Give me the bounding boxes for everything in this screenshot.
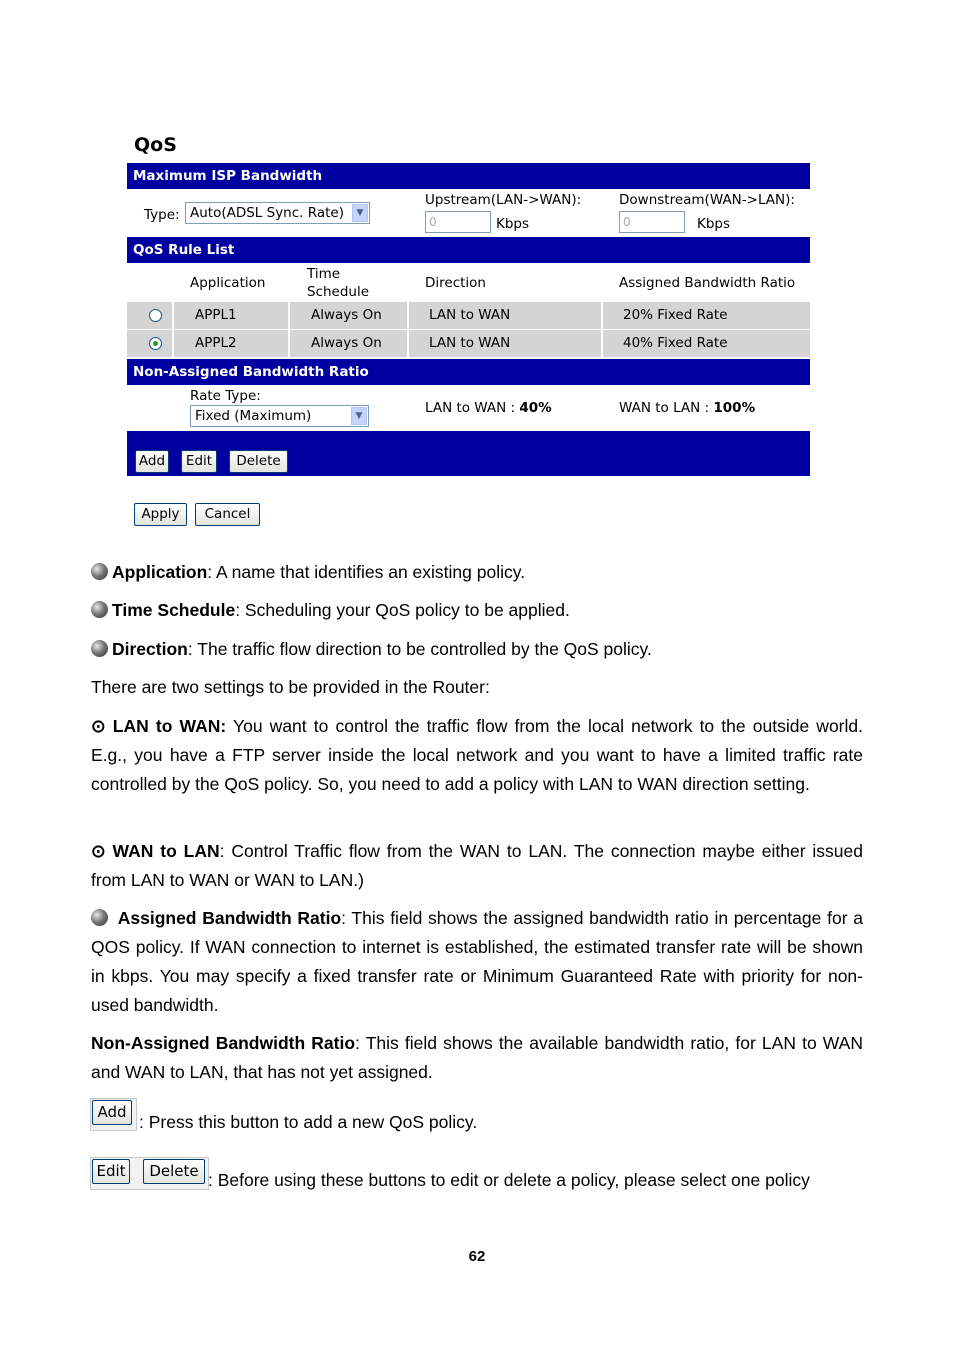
table-row[interactable] xyxy=(127,302,810,329)
wan-to-lan-description xyxy=(91,837,863,895)
downstream-label: Downstream(WAN->LAN): xyxy=(619,192,795,208)
col-time: Time xyxy=(307,266,341,282)
ball-bullet-icon xyxy=(91,601,108,618)
wan-to-lan-ratio-value: 100% xyxy=(713,400,756,416)
lan-to-wan-ratio-label: LAN to WAN : xyxy=(425,400,516,416)
two-settings-text: There are two settings to be provided in the Router: xyxy=(91,677,490,697)
type-select[interactable] xyxy=(185,202,370,224)
lan-to-wan-term: LAN to WAN: xyxy=(112,716,227,736)
application-term: Application xyxy=(112,562,208,582)
time-schedule-term: Time Schedule xyxy=(112,600,236,620)
delete-button[interactable]: Delete xyxy=(229,450,288,473)
application-text: : A name that identifies an existing policy. xyxy=(207,562,526,582)
col-assigned-ratio: Assigned Bandwidth Ratio xyxy=(619,275,796,291)
downstream-kbps-label: Kbps xyxy=(697,216,731,232)
target-bullet-icon: ⊙ xyxy=(91,841,113,861)
add-button-sample: Add xyxy=(92,1100,132,1125)
direction-description xyxy=(91,635,863,664)
non-assigned-ratio-description xyxy=(91,1029,863,1087)
rule-direction: LAN to WAN xyxy=(429,335,511,351)
rate-type-select[interactable] xyxy=(190,405,369,427)
wan-to-lan-ratio xyxy=(619,400,755,416)
lan-to-wan-ratio-value: 40% xyxy=(519,400,552,416)
assigned-ratio-description xyxy=(91,904,863,1020)
target-bullet-icon: ⊙ xyxy=(91,716,113,736)
col-direction: Direction xyxy=(425,275,486,291)
direction-term: Direction xyxy=(112,639,188,659)
type-label: Type: xyxy=(144,207,180,223)
col-schedule: Schedule xyxy=(307,284,370,300)
rule-application: APPL1 xyxy=(195,307,237,323)
type-select-value: Auto(ADSL Sync. Rate) xyxy=(190,205,344,221)
assigned-ratio-text: : This field shows the assigned bandwidth ratio in percentage for a QOS policy. If WAN connection to internet is established, the estimated transfer rate will be shown in kbps. You may specify a fixed transfer rate or Minimum Guaranteed Rate with priority for non-used bandwidth. xyxy=(91,908,863,1015)
lan-to-wan-description xyxy=(91,712,863,799)
wan-to-lan-ratio-label: WAN to LAN : xyxy=(619,400,710,416)
rule-schedule: Always On xyxy=(311,335,382,351)
page-number: 62 xyxy=(468,1248,486,1265)
add-button-description: : Press this button to add a new QoS policy. xyxy=(139,1112,478,1132)
non-assigned-ratio-term: Non-Assigned Bandwidth Ratio xyxy=(91,1033,356,1053)
rule-ratio: 40% Fixed Rate xyxy=(623,335,728,351)
col-application: Application xyxy=(190,275,266,291)
max-isp-bandwidth-header: Maximum ISP Bandwidth xyxy=(127,163,810,189)
time-schedule-description xyxy=(91,596,863,625)
assigned-ratio-term: Assigned Bandwidth Ratio xyxy=(117,908,342,928)
direction-text: : The traffic flow direction to be controlled by the QoS policy. xyxy=(187,639,652,659)
add-button[interactable]: Add xyxy=(135,450,169,473)
chevron-down-icon: ▼ xyxy=(352,204,368,222)
ball-bullet-icon xyxy=(91,640,108,657)
time-schedule-text: : Scheduling your QoS policy to be applied. xyxy=(235,600,570,620)
rule-schedule: Always On xyxy=(311,307,382,323)
rule-radio-appl1[interactable] xyxy=(149,309,162,322)
non-assigned-ratio-header: Non-Assigned Bandwidth Ratio xyxy=(127,359,810,385)
lan-to-wan-ratio xyxy=(425,400,552,416)
delete-button-sample: Delete xyxy=(143,1159,205,1184)
ball-bullet-icon xyxy=(91,909,108,926)
upstream-kbps-label: Kbps xyxy=(496,216,530,232)
non-assigned-ratio-text: : This field shows the available bandwidth ratio, for LAN to WAN and WAN to LAN, that has not yet assigned. xyxy=(91,1033,863,1082)
lan-to-wan-text: You want to control the traffic flow from the local network to the outside world. E.g., you have a FTP server inside the local network and you want to have a limited traffic rate controlled by the QoS policy. So, you need to add a policy with LAN to WAN direction setting. xyxy=(91,716,863,794)
qos-title: QoS xyxy=(134,134,177,156)
wan-to-lan-text: : Control Traffic flow from the WAN to LAN. The connection maybe either issued from LAN to WAN or WAN to LAN.) xyxy=(91,841,864,890)
edit-button[interactable]: Edit xyxy=(181,450,217,473)
cancel-button[interactable]: Cancel xyxy=(195,503,260,526)
edit-delete-description: : Before using these buttons to edit or delete a policy, please select one policy xyxy=(208,1170,810,1190)
application-description xyxy=(91,558,863,587)
rule-application: APPL2 xyxy=(195,335,237,351)
downstream-input[interactable]: 0 xyxy=(619,211,685,233)
rule-direction: LAN to WAN xyxy=(429,307,511,323)
rate-type-label: Rate Type: xyxy=(190,388,261,404)
upstream-label: Upstream(LAN->WAN): xyxy=(425,192,582,208)
qos-rule-list-header: QoS Rule List xyxy=(127,237,810,263)
table-row[interactable] xyxy=(127,330,810,357)
rate-type-select-value: Fixed (Maximum) xyxy=(195,408,312,424)
chevron-down-icon: ▼ xyxy=(351,407,367,425)
upstream-input[interactable]: 0 xyxy=(425,211,491,233)
ball-bullet-icon xyxy=(91,563,108,580)
wan-to-lan-term: WAN to LAN xyxy=(112,841,220,861)
apply-button[interactable]: Apply xyxy=(134,503,187,526)
rule-ratio: 20% Fixed Rate xyxy=(623,307,728,323)
edit-button-sample: Edit xyxy=(92,1159,130,1184)
rule-radio-appl2[interactable] xyxy=(149,337,162,350)
